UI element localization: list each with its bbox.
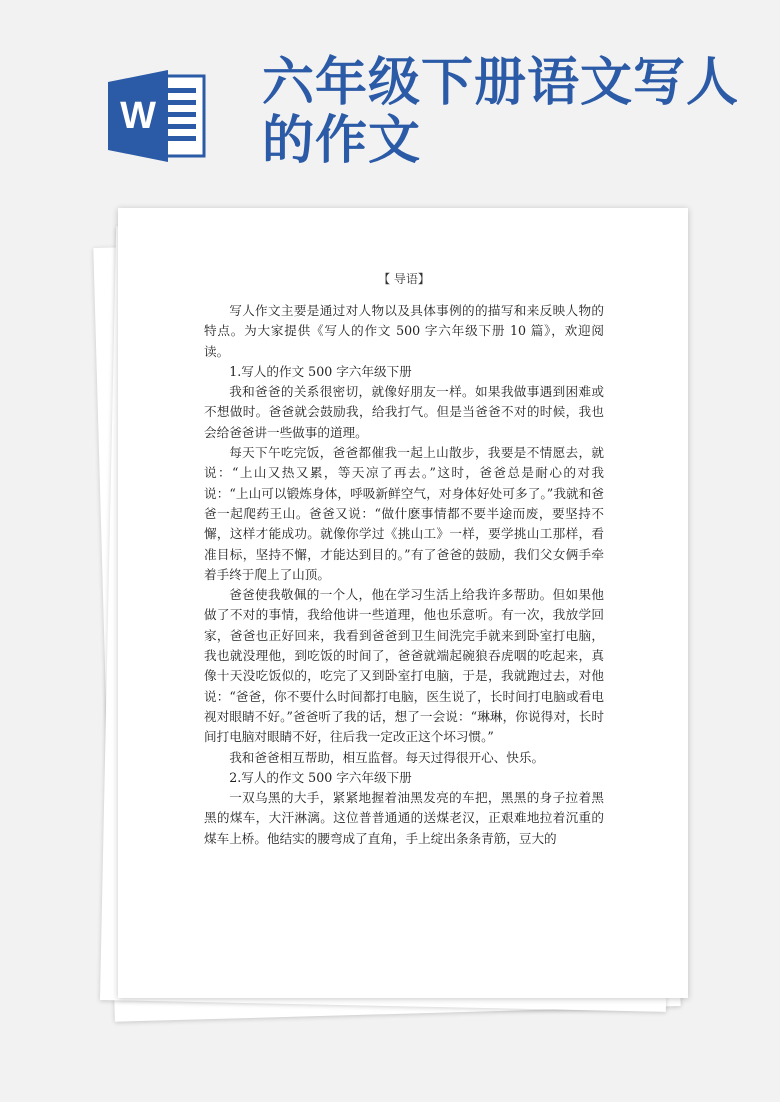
document-body xyxy=(204,270,604,849)
body-paragraph: 每天下午吃完饭，爸爸都催我一起上山散步，我要是不情愿去，就说：“上山又热又累，等天凉了再去。”这时，爸爸总是耐心的对我说：“上山可以锻炼身体，呼吸新鲜空气，对身体好处可多了。”我就和爸爸一起爬药王山。爸爸又说：“做什麽事情都不要半途而废，要坚持不懈，这样才能成功。就像你学过《挑山工》一样，要学挑山工那样，看准目标，坚持不懈，才能达到目的。”有了爸爸的鼓励，我们父女俩手牵着手终于爬上了山顶。 xyxy=(204,445,604,582)
document-title: 六年级下册语文写人的作文 xyxy=(262,53,740,171)
body-paragraph: 爸爸使我敬佩的一个人，他在学习生活上给我许多帮助。但如果他做了不对的事情，我给他讲一些道理，他也乐意听。有一次，我放学回家，爸爸也正好回来，我看到爸爸到卫生间洗完手就来到卧室打电脑，我也就没理他，到吃饭的时间了，爸爸就端起碗狼吞虎咽的吃起来，真像十天没吃饭似的，吃完了又到卧室打电脑，于是，我就跑过去，对他说：“爸爸，你不要什么时间都打电脑，医生说了，长时间打电脑或看电视对眼睛不好。”爸爸听了我的话，想了一会说：“琳琳，你说得对，长时间打电脑对眼睛不好，往后我一定改正这个坏习惯。” xyxy=(204,587,604,745)
logo-letter: W xyxy=(120,95,156,137)
section-heading-1: 1.写人的作文 500 字六年级下册 xyxy=(229,363,412,379)
body-paragraph: 我和爸爸相互帮助，相互监督。每天过得很开心、快乐。 xyxy=(229,749,545,765)
word-document-icon xyxy=(108,70,208,162)
guide-label: 【 导语】 xyxy=(378,272,430,286)
section-heading-2: 2.写人的作文 500 字六年级下册 xyxy=(229,769,412,785)
body-paragraph: 一双乌黑的大手，紧紧地握着油黑发亮的车把，黑黑的身子拉着黑黑的煤车，大汗淋漓。这位普普通通的送煤老汉，正艰难地拉着沉重的煤车上桥。他结实的腰弯成了直角，手上绽出条条青筋，豆大的 xyxy=(204,790,604,846)
body-paragraph: 我和爸爸的关系很密切，就像好朋友一样。如果我做事遇到困难或不想做时。爸爸就会鼓励我，给我打气。但是当爸爸不对的时候，我也会给爸爸讲一些做事的道理。 xyxy=(204,384,604,440)
intro-paragraph: 写人作文主要是通过对人物以及具体事例的的描写和来反映人物的特点。为大家提供《写人的作文 500 字六年级下册 10 篇》，欢迎阅读。 xyxy=(204,303,604,359)
document-page xyxy=(118,208,688,998)
header xyxy=(0,0,780,200)
